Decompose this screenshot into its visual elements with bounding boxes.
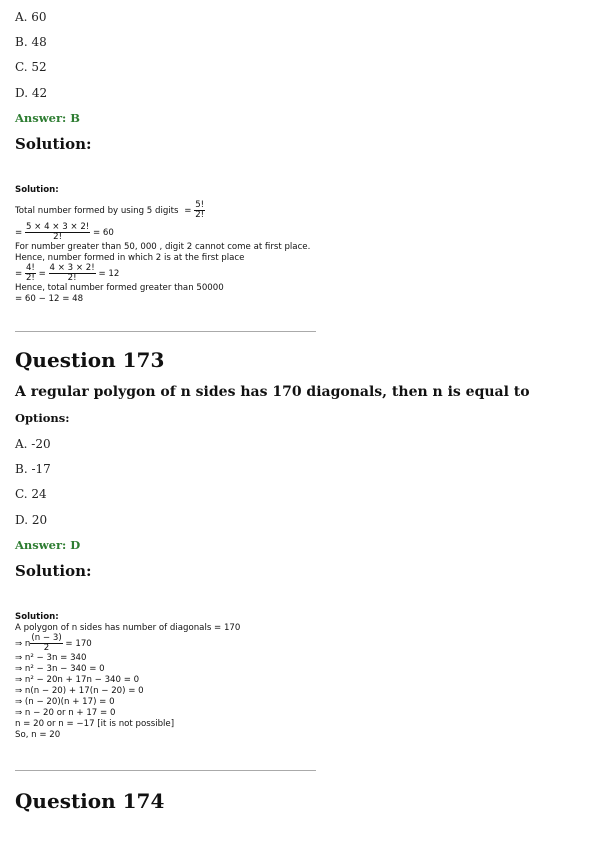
options-label: Options: bbox=[15, 411, 70, 425]
solution-text: = 12 bbox=[98, 269, 120, 279]
option-d: D. 42 bbox=[15, 86, 48, 100]
solution-line: So, n = 20 bbox=[15, 730, 61, 740]
solution-line: = 60 − 12 = 48 bbox=[15, 294, 84, 304]
equals-sign: = bbox=[184, 206, 192, 216]
fraction-denominator: 2! bbox=[195, 210, 205, 220]
option-b: B. -17 bbox=[15, 462, 51, 476]
option-c: C. 52 bbox=[15, 60, 47, 74]
solution-line bbox=[15, 264, 310, 283]
fraction bbox=[30, 634, 62, 653]
fraction bbox=[49, 264, 96, 283]
option-d: D. 20 bbox=[15, 513, 48, 527]
divider bbox=[15, 331, 316, 332]
equals-sign: = bbox=[15, 228, 23, 238]
solution-line: A polygon of n sides has number of diagonals = 170 bbox=[15, 623, 241, 633]
answer-text: Answer: D bbox=[15, 538, 81, 552]
divider bbox=[15, 770, 316, 771]
option-c: C. 24 bbox=[15, 487, 47, 501]
solution-line bbox=[15, 223, 310, 242]
solution-line: Hence, number formed in which 2 is at the first place bbox=[15, 253, 245, 263]
solution-label: Solution: bbox=[15, 185, 59, 195]
solution-text: Total number formed by using 5 digits bbox=[15, 206, 179, 216]
solution-block bbox=[15, 612, 240, 741]
solution-line: n = 20 or n = −17 [it is not possible] bbox=[15, 719, 175, 729]
option-b: B. 48 bbox=[15, 35, 47, 49]
solution-line bbox=[15, 634, 240, 653]
solution-text: = 60 bbox=[92, 228, 114, 238]
solution-block bbox=[15, 185, 310, 305]
answer-text: Answer: B bbox=[15, 111, 81, 125]
solution-line: ⇒ n² − 3n = 340 bbox=[15, 653, 87, 663]
fraction bbox=[25, 223, 90, 242]
solution-heading: Solution: bbox=[15, 135, 92, 153]
fraction-denominator: 2! bbox=[53, 232, 63, 242]
fraction-denominator: 2! bbox=[67, 273, 77, 283]
option-a: A. 60 bbox=[15, 10, 47, 24]
question-title: Question 173 bbox=[15, 348, 165, 372]
fraction-numerator: 5! bbox=[195, 200, 205, 210]
solution-text: ⇒ n bbox=[15, 639, 31, 649]
fraction-denominator: 2! bbox=[25, 273, 35, 283]
fraction-numerator: 4 × 3 × 2! bbox=[49, 263, 95, 273]
solution-text: = 170 bbox=[65, 639, 92, 649]
solution-line bbox=[15, 201, 310, 220]
solution-line: ⇒ n² − 3n − 340 = 0 bbox=[15, 664, 105, 674]
solution-line: ⇒ n − 20 or n + 17 = 0 bbox=[15, 708, 116, 718]
solution-line: ⇒ (n − 20)(n + 17) = 0 bbox=[15, 697, 115, 707]
fraction-numerator: 5 × 4 × 3 × 2! bbox=[25, 222, 90, 232]
solution-line: Hence, total number formed greater than 50000 bbox=[15, 283, 224, 293]
solution-line: ⇒ n(n − 20) + 17(n − 20) = 0 bbox=[15, 686, 144, 696]
fraction bbox=[194, 201, 205, 220]
question-text: A regular polygon of n sides has 170 diagonals, then n is equal to bbox=[15, 384, 530, 400]
fraction-numerator: (n − 3) bbox=[31, 633, 62, 643]
solution-heading: Solution: bbox=[15, 562, 92, 580]
equals-sign: = bbox=[38, 269, 46, 279]
option-a: A. -20 bbox=[15, 437, 51, 451]
fraction-numerator: 4! bbox=[25, 263, 35, 273]
solution-line: ⇒ n² − 20n + 17n − 340 = 0 bbox=[15, 675, 140, 685]
solution-line: For number greater than 50, 000 , digit 2 cannot come at first place. bbox=[15, 242, 311, 252]
solution-label: Solution: bbox=[15, 612, 59, 622]
equals-sign: = bbox=[15, 269, 23, 279]
fraction bbox=[25, 264, 36, 283]
question-title: Question 174 bbox=[15, 789, 165, 813]
fraction-denominator: 2 bbox=[43, 643, 50, 653]
